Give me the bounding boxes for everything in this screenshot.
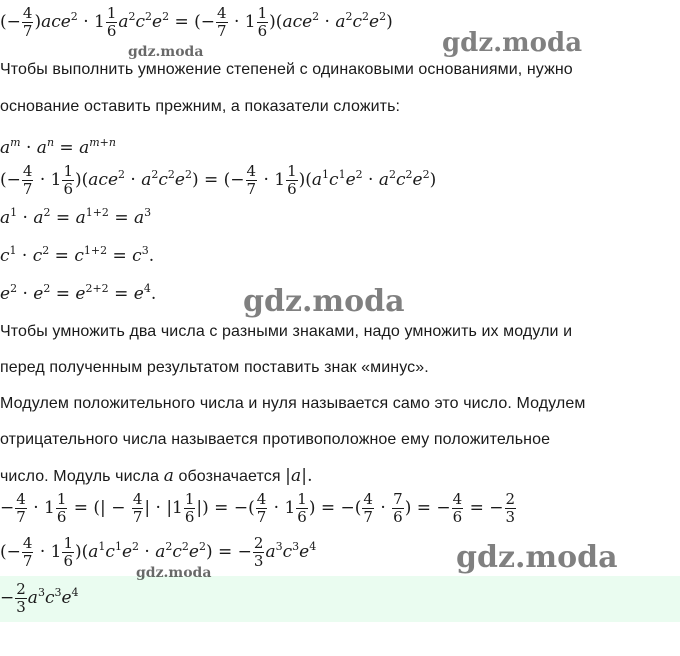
final-answer: − $\frac{2}{3}$ $a^3c^3e^4$ (0, 580, 79, 616)
text-line-1: Чтобы выполнить умножение степеней с одинаковыми основаниями, нужно (0, 61, 573, 78)
math-abs-a: |a|. (285, 466, 313, 486)
text-line-5: Модулем положительного числа и нуля называется само это число. Модулем (0, 395, 586, 412)
text-line-7 (0, 466, 680, 486)
math-symbol-a: a (163, 466, 174, 486)
math-line-2: (− $\frac{4}{7}$ · 1 $\frac{1}{6}$ )$(ace^2 \cdot a^2c^2e^2)$ = (− $\frac{4}{7}$ · 1 $\frac{1}{6}$ )$(a^1c^1e^2 \cdot a^2c^2e^2)$ (0, 162, 437, 198)
watermark: gdz.moda (243, 284, 405, 319)
math-rule: $a^m \cdot a^n = a^{m+n}$ (0, 136, 116, 158)
text-line-7-end: обозначается (178, 468, 281, 485)
math-line-e: $e^2 \cdot e^2 = e^{2+2} = e^4$. (0, 282, 157, 304)
math-line-3: − $\frac{4}{7}$ · 1 $\frac{1}{6}$ = (| − $\frac{4}{7}$ | · |1 $\frac{1}{6}$ |) = −( $\frac{4}{7}$ · 1 $\frac{1}{6}$ ) = −( $\frac{4}{7}$ · $\frac{7}{6}$ ) = − $\frac{4}{6}$ = − $\frac{2}{3}$ (0, 490, 516, 526)
text-line-2: основание оставить прежним, а показатели сложить: (0, 98, 401, 115)
text-line-6: отрицательного числа называется противоположное ему положительное (0, 431, 551, 448)
math-line-c: $c^1 \cdot c^2 = c^{1+2} = c^3$. (0, 244, 155, 266)
watermark: gdz.moda (456, 540, 618, 575)
text-line-4: перед полученным результатом поставить знак «минус». (0, 359, 429, 376)
watermark-small: gdz.moda (128, 44, 204, 60)
watermark-small: gdz.moda (136, 565, 212, 581)
math-line-a: $a^1 \cdot a^2 = a^{1+2} = a^3$ (0, 206, 152, 228)
math-line-4: (− $\frac{4}{7}$ · 1 $\frac{1}{6}$ )$(a^1c^1e^2 \cdot a^2c^2e^2)$ = − $\frac{2}{3}$ $a^3c^3e^4$ (0, 534, 317, 570)
text-line-3: Чтобы умножить два числа с разными знаками, надо умножить их модули и (0, 323, 573, 340)
text-line-7-start: число. Модуль числа (0, 468, 160, 485)
watermark: gdz.moda (442, 28, 583, 58)
math-line-1: (− $\frac{4}{7}$ )ace$^2$ · 1 $\frac{1}{6}$ $a^2c^2e^2$ = (− $\frac{4}{7}$ · 1 $\frac{1}{6}$ )$(ace^2 \cdot a^2c^2e^2)$ (0, 4, 393, 40)
